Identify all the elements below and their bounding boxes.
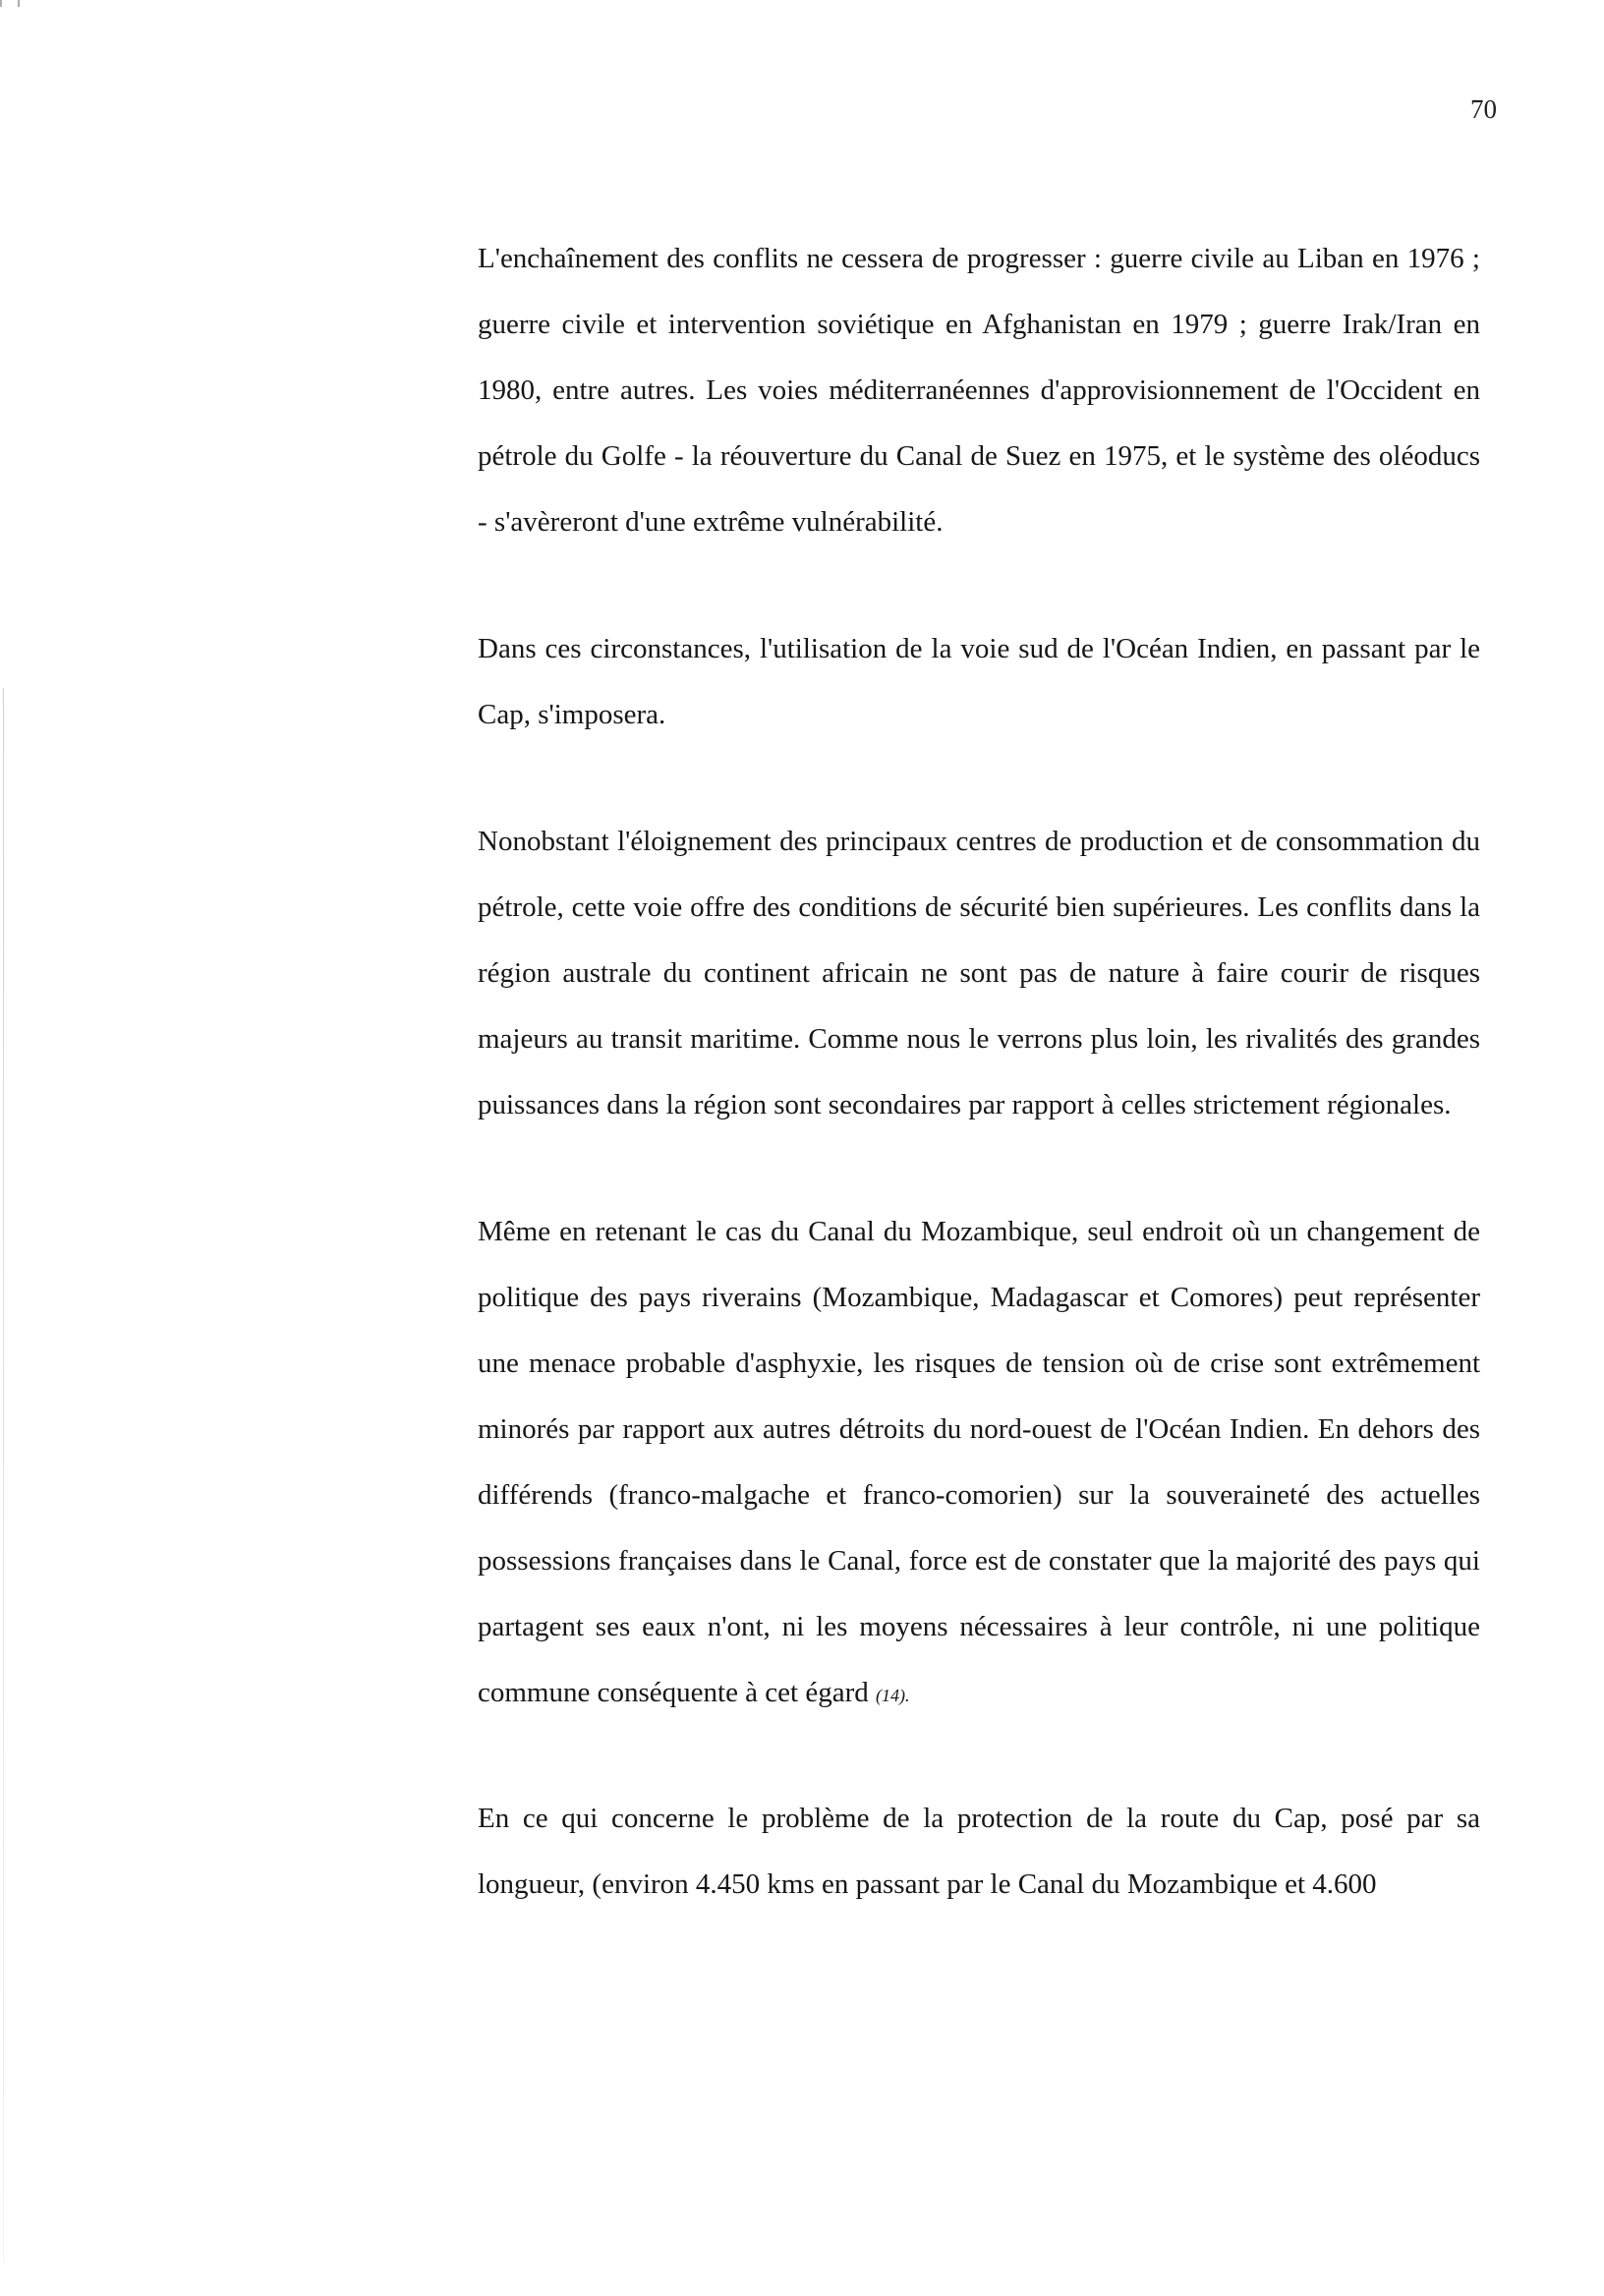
paragraph-1: L'enchaînement des conflits ne cessera de progresser : guerre civile au Liban en 1976 ; guerre civile et intervention soviétique en Afghanistan en 1979 ; guerre Irak/Iran en 1980, entre autres. Les voies méditerranéennes d'approvisionnement de l'Occident en pétrole du Golfe - la réouverture du Canal de Suez en 1975, et le système des oléoducs - s'avèreront d'une extrême vulnérabilité.	[478, 243, 1480, 538]
paragraph-2: Dans ces circonstances, l'utilisation de la voie sud de l'Océan Indien, en passant par le Cap, s'imposera.	[478, 633, 1480, 730]
footnote-reference: (14).	[876, 1686, 910, 1705]
paragraph-4-text: Même en retenant le cas du Canal du Mozambique, seul endroit où un changement de politique des pays riverains (Mozambique, Madagascar et Comores) peut représenter une menace probable d'asphyxie, les risques de tension où de crise sont extrêmement minorés par rapport aux autres détroits du nord-ouest de l'Océan Indien. En dehors des différends (franco-malgache et franco-comorien) sur la souveraineté des actuelles possessions françaises dans le Canal, force est de constater que la majorité des pays qui partagent ses eaux n'ont, ni les moyens nécessaires à leur contrôle, ni une politique commune conséquente à cet égard	[478, 1216, 1480, 1708]
page-number: 70	[1470, 94, 1497, 124]
scan-edge	[3, 688, 4, 2261]
paragraph-4	[478, 1199, 1480, 1729]
body-text	[478, 226, 1480, 1918]
paragraph-5: En ce qui concerne le problème de la protection de la route du Cap, posé par sa longueur, (environ 4.450 kms en passant par le Canal du Mozambique et 4.600	[478, 1803, 1480, 1900]
scan-mark	[0, 0, 20, 7]
paragraph-3: Nonobstant l'éloignement des principaux centres de production et de consommation du pétrole, cette voie offre des conditions de sécurité bien supérieures. Les conflits dans la région australe du continent africain ne sont pas de nature à faire courir de risques majeurs au transit maritime. Comme nous le verrons plus loin, les rivalités des grandes puissances dans la région sont secondaires par rapport à celles strictement régionales.	[478, 826, 1480, 1120]
